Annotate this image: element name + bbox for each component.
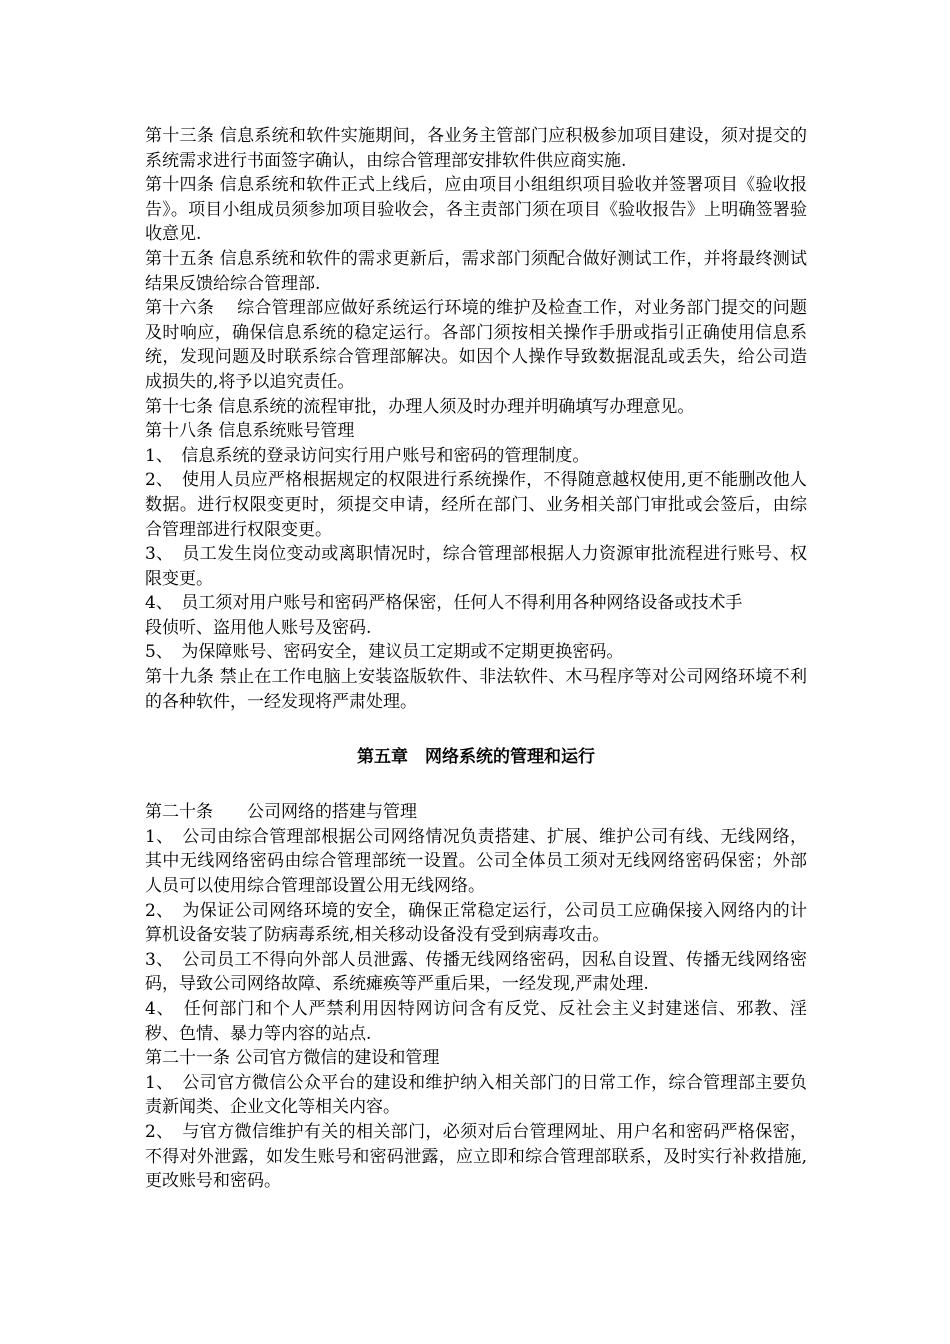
article-16: 第十六条 综合管理部应做好系统运行环境的维护及检查工作，对业务部门提交的问题及时响应，确保信息系统的稳定运行。各部门须按相关操作手册或指引正确使用信息系统，发现问题及时联系综合管理部解决。如因个人操作导致数据混乱或丢失，给公司造成损失的,将予以追究责任。 [145,298,807,392]
section-two [145,800,807,1194]
article-20-item-2: 2、 为保证公司网络环境的安全，确保正常稳定运行，公司员工应确保接入网络内的计算机设备安装了防病毒系统,相关移动设备没有受到病毒攻击。 [145,900,807,946]
article-18-item-1: 1、 信息系统的登录访问实行用户账号和密码的管理制度。 [145,445,590,466]
document-body [145,124,807,1194]
chapter-heading: 第五章 网络系统的管理和运行 [357,747,595,768]
article-20-item-1: 1、 公司由综合管理部根据公司网络情况负责搭建、扩展、维护公司有线、无线网络，其中无线网络密码由综合管理部统一设置。公司全体员工须对无线网络密码保密；外部人员可以使用综合管理部设置公用无线网络。 [145,826,807,897]
article-21-item-1: 1、 公司官方微信公众平台的建设和维护纳入相关部门的日常工作，综合管理部主要负责新闻类、企业文化等相关内容。 [145,1072,807,1118]
article-20: 第二十条 公司网络的搭建与管理 [145,802,417,823]
article-19: 第十九条 禁止在工作电脑上安装盗版软件、非法软件、木马程序等对公司网络环境不利的各种软件，一经发现将严肃处理。 [145,667,807,712]
article-14: 第十四条 信息系统和软件正式上线后，应由项目小组组织项目验收并签署项目《验收报告》。项目小组成员须参加项目验收会，各主责部门须在项目《验收报告》上明确签署验收意见. [145,175,807,245]
article-18-item-3: 3、 员工发生岗位变动或离职情况时，综合管理部根据人力资源审批流程进行账号、权限变更。 [145,544,807,589]
article-18-item-2: 2、 使用人员应严格根据规定的权限进行系统操作，不得随意越权使用,更不能删改他人数据。进行权限变更时，须提交申请，经所在部门、业务相关部门审批或会签后，由综合管理部进行权限变更。 [145,470,807,540]
article-21-item-2: 2、 与官方微信维护有关的相关部门，必须对后台管理网址、用户名和密码严格保密，不得对外泄露，如发生账号和密码泄露，应立即和综合管理部联系，及时实行补救措施,更改账号和密码。 [145,1121,807,1192]
section-one [145,124,807,714]
article-21: 第二十一条 公司官方微信的建设和管理 [145,1048,440,1069]
article-18: 第十八条 信息系统账号管理 [145,421,355,442]
article-18-item-5: 5、 为保障账号、密码安全，建议员工定期或不定期更换密码。 [145,642,624,663]
article-13: 第十三条 信息系统和软件实施期间，各业务主管部门应积极参加项目建设，须对提交的系统需求进行书面签字确认，由综合管理部安排软件供应商实施. [145,126,807,171]
article-18-item-4: 4、 员工须对用户账号和密码严格保密，任何人不得利用各种网络设备或技术手 [145,593,743,614]
article-20-item-3: 3、 公司员工不得向外部人员泄露、传播无线网络密码，因私自设置、传播无线网络密码，导致公司网络故障、系统瘫痪等严重后果，一经发现,严肃处理. [145,949,807,995]
article-17: 第十七条 信息系统的流程审批，办理人须及时办理并明确填写办理意见。 [145,396,695,417]
article-18-item-4-continued: 段侦听、盗用他人账号及密码. [145,617,372,638]
article-15: 第十五条 信息系统和软件的需求更新后，需求部门须配合做好测试工作，并将最终测试结果反馈给综合管理部. [145,248,807,294]
article-20-item-4: 4、 任何部门和个人严禁利用因特网访问含有反党、反社会主义封建迷信、邪教、淫秽、色情、暴力等内容的站点. [145,999,807,1044]
